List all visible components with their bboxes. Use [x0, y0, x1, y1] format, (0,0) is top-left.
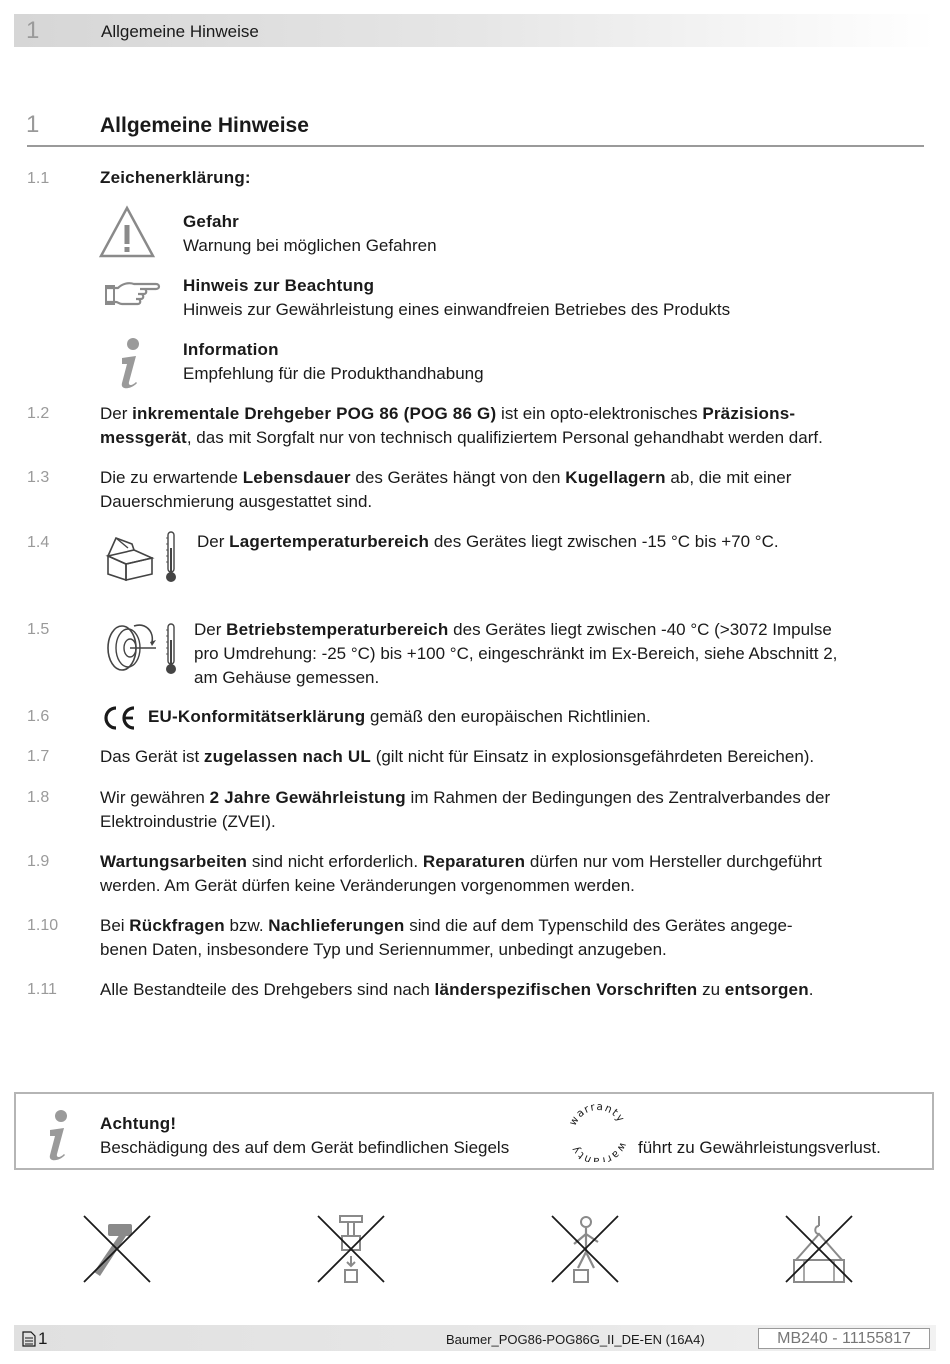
document-id: MB240 - 11155817 — [758, 1328, 930, 1349]
section-number-1-9: 1.9 — [27, 853, 50, 870]
section-number-1-8: 1.8 — [27, 789, 50, 806]
no-hammer-icon — [82, 1214, 152, 1289]
header-chapter-number: 1 — [26, 17, 40, 44]
rotating-encoder-icon — [102, 618, 158, 679]
storage-box-icon — [102, 530, 158, 587]
section-number-1-2: 1.2 — [27, 405, 50, 422]
page-header — [14, 14, 936, 47]
svg-text:warranty: warranty — [568, 1140, 630, 1162]
legend-danger-text: Warnung bei möglichen Gefahren — [183, 236, 437, 255]
legend-item-note — [183, 274, 730, 322]
legend-note-title: Hinweis zur Beachtung — [183, 276, 375, 295]
section-number-1-11: 1.11 — [27, 981, 57, 998]
section-1-2-text: Der inkrementale Drehgeber POG 86 (POG 86 G) ist ein opto-elektronisches Präzisions- messgerät, das mit Sorgfalt nur von technisch qualifiziertem Personal gehandhabt werden darf. — [100, 404, 823, 447]
section-number-1-4: 1.4 — [27, 534, 50, 551]
no-stepping-icon — [550, 1214, 620, 1289]
legend-item-danger — [183, 210, 437, 258]
info-icon — [112, 336, 146, 395]
legend-danger-title: Gefahr — [183, 212, 239, 231]
svg-text:warranty: warranty — [566, 1100, 628, 1128]
notice-text-after: führt zu Gewährleistungsverlust. — [638, 1138, 881, 1157]
page-footer — [14, 1325, 936, 1351]
section-number-1-3: 1.3 — [27, 469, 50, 486]
legend-note-text: Hinweis zur Gewährleistung eines einwandfreien Betriebes des Produkts — [183, 300, 731, 319]
section-1-10-text: Bei Rückfragen bzw. Nachlieferungen sind die auf dem Typenschild des Gerätes angege- benen Daten, insbesondere Typ und Seriennummer, unbedingt anzugeben. — [100, 916, 793, 959]
heading-number: 1 — [26, 111, 40, 138]
section-1-8-text: Wir gewähren 2 Jahre Gewährleistung im Rahmen der Bedingungen des Zentralverbandes der Elektroindustrie (ZVEI). — [100, 788, 831, 831]
pointing-hand-icon — [104, 278, 162, 317]
legend-item-information — [183, 338, 484, 386]
thermometer-icon — [164, 622, 178, 681]
ce-mark-icon — [100, 705, 138, 736]
file-reference: Baumer_POG86-POG86G_II_DE-EN (16A4) — [446, 1332, 705, 1347]
section-number-1-1: 1.1 — [27, 170, 50, 187]
section-number-1-7: 1.7 — [27, 748, 50, 765]
section-1-3-text: Die zu erwartende Lebensdauer des Gerätes hängt von den Kugellagern ab, die mit einer Dauerschmierung ausgestattet sind. — [100, 468, 792, 511]
section-1-1-title: Zeichenerklärung: — [100, 168, 251, 187]
page-title: Allgemeine Hinweise — [100, 114, 309, 137]
section-1-5-text: Der Betriebstemperaturbereich des Gerätes liegt zwischen -40 °C (>3072 Impulse pro Umdrehung: -25 °C) bis +100 °C, eingeschränkt im Ex-Bereich, siehe Abschnitt 2, am Gehäuse gemessen. — [194, 620, 838, 687]
section-number-1-5: 1.5 — [27, 621, 50, 638]
no-lifting-icon — [784, 1214, 854, 1289]
legend-information-title: Information — [183, 340, 279, 359]
warranty-notice-box — [14, 1092, 934, 1170]
warranty-seal-icon — [564, 1100, 634, 1167]
no-impact-load-icon — [316, 1214, 386, 1289]
section-1-4-text: Der Lagertemperaturbereich des Gerätes liegt zwischen -15 °C bis +70 °C. — [197, 532, 779, 551]
notice-text-before: Beschädigung des auf dem Gerät befindlichen Siegels — [100, 1138, 510, 1157]
section-1-6-text: EU-Konformitätserklärung gemäß den europäischen Richtlinien. — [148, 707, 651, 726]
section-1-7-text: Das Gerät ist zugelassen nach UL (gilt nicht für Einsatz in explosionsgefährdeten Bereichen). — [100, 747, 815, 766]
page-number: 1 — [38, 1329, 48, 1348]
document-icon — [22, 1331, 36, 1352]
notice-title: Achtung! — [100, 1114, 177, 1133]
warning-triangle-icon — [98, 205, 156, 264]
section-number-1-10: 1.10 — [27, 917, 59, 934]
section-1-9-text: Wartungsarbeiten sind nicht erforderlich. Reparaturen dürfen nur vom Hersteller durchgeführt werden. Am Gerät dürfen keine Veränderungen vorgenommen werden. — [100, 852, 822, 895]
thermometer-icon — [164, 530, 178, 589]
heading-divider — [27, 145, 924, 147]
section-1-11-text: Alle Bestandteile des Drehgebers sind nach länderspezifischen Vorschriften zu entsorgen. — [100, 980, 814, 999]
header-chapter-title: Allgemeine Hinweise — [101, 22, 259, 41]
legend-information-text: Empfehlung für die Produkthandhabung — [183, 364, 484, 383]
info-icon — [40, 1108, 74, 1167]
section-number-1-6: 1.6 — [27, 708, 50, 725]
